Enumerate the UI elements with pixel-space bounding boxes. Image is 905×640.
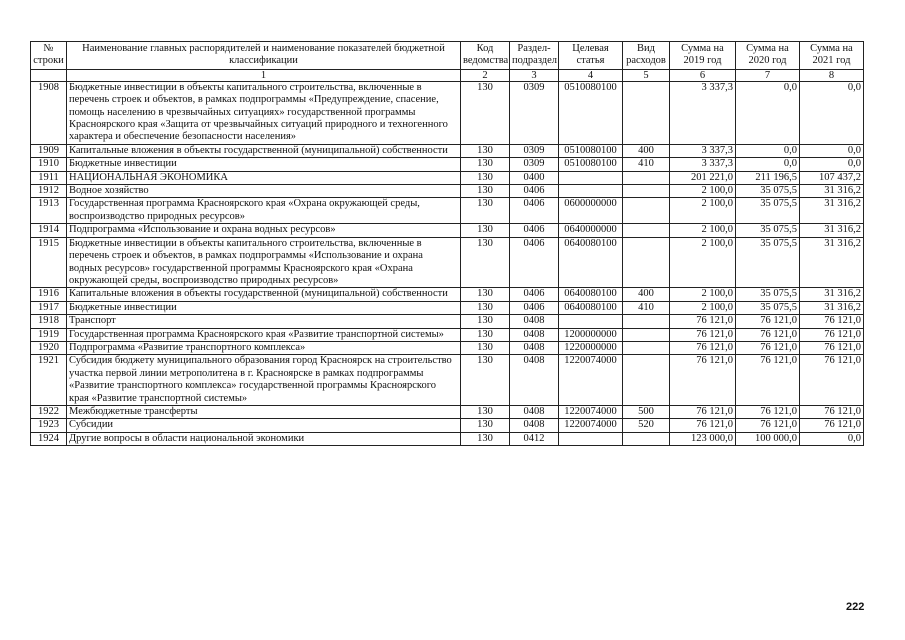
target-code: 1220074000 xyxy=(559,355,623,406)
target-code: 0510080100 xyxy=(559,144,623,157)
table-row xyxy=(31,301,864,314)
column-number: 1 xyxy=(67,69,461,81)
sum-2019: 76 121,0 xyxy=(670,315,736,328)
target-code: 1200000000 xyxy=(559,328,623,341)
sum-2019: 3 337,3 xyxy=(670,81,736,144)
section-code: 0309 xyxy=(510,81,559,144)
expense-code xyxy=(623,328,670,341)
row-name: Субсидии xyxy=(67,419,461,432)
row-name: Межбюджетные трансферты xyxy=(67,405,461,418)
section-code: 0406 xyxy=(510,224,559,237)
target-code xyxy=(559,315,623,328)
dept-code: 130 xyxy=(461,237,510,288)
row-number: 1909 xyxy=(31,144,67,157)
table-row xyxy=(31,288,864,301)
header-target: Целевая статья xyxy=(559,42,623,70)
target-code: 1220074000 xyxy=(559,419,623,432)
dept-code: 130 xyxy=(461,315,510,328)
dept-code: 130 xyxy=(461,405,510,418)
sum-2019: 76 121,0 xyxy=(670,405,736,418)
dept-code: 130 xyxy=(461,144,510,157)
sum-2020: 35 075,5 xyxy=(736,198,800,224)
row-number: 1924 xyxy=(31,432,67,445)
expense-code xyxy=(623,198,670,224)
sum-2021: 76 121,0 xyxy=(800,405,864,418)
target-code: 1220074000 xyxy=(559,405,623,418)
dept-code: 130 xyxy=(461,432,510,445)
expense-code xyxy=(623,171,670,184)
row-name: Капитальные вложения в объекты государственной (муниципальной) собственности xyxy=(67,144,461,157)
section-code: 0309 xyxy=(510,158,559,171)
row-number: 1917 xyxy=(31,301,67,314)
target-code: 0640080100 xyxy=(559,288,623,301)
dept-code: 130 xyxy=(461,158,510,171)
sum-2020: 0,0 xyxy=(736,81,800,144)
sum-2021: 0,0 xyxy=(800,158,864,171)
row-name: Капитальные вложения в объекты государственной (муниципальной) собственности xyxy=(67,288,461,301)
target-code: 0510080100 xyxy=(559,81,623,144)
sum-2021: 107 437,2 xyxy=(800,171,864,184)
section-code: 0406 xyxy=(510,288,559,301)
section-code: 0412 xyxy=(510,432,559,445)
dept-code: 130 xyxy=(461,198,510,224)
table-row xyxy=(31,81,864,144)
sum-2021: 31 316,2 xyxy=(800,224,864,237)
section-code: 0408 xyxy=(510,341,559,354)
row-number: 1913 xyxy=(31,198,67,224)
target-code: 0640080100 xyxy=(559,237,623,288)
sum-2019: 2 100,0 xyxy=(670,288,736,301)
row-name: Подпрограмма «Развитие транспортного комплекса» xyxy=(67,341,461,354)
sum-2020: 76 121,0 xyxy=(736,315,800,328)
column-number: 3 xyxy=(510,69,559,81)
target-code: 0640080100 xyxy=(559,301,623,314)
sum-2019: 76 121,0 xyxy=(670,419,736,432)
sum-2021: 31 316,2 xyxy=(800,288,864,301)
sum-2020: 35 075,5 xyxy=(736,288,800,301)
dept-code: 130 xyxy=(461,288,510,301)
sum-2019: 123 000,0 xyxy=(670,432,736,445)
expense-code xyxy=(623,432,670,445)
row-number: 1920 xyxy=(31,341,67,354)
column-number-blank xyxy=(31,69,67,81)
row-name: Субсидия бюджету муниципального образования город Красноярск на строительство участка первой линии метрополитена в г. Красноярске в рамках подпрограммы «Развитие транспортного комплекса» государственной программы Красноярского края «Развитие транспортной системы» xyxy=(67,355,461,406)
sum-2020: 76 121,0 xyxy=(736,328,800,341)
sum-2019: 2 100,0 xyxy=(670,224,736,237)
dept-code: 130 xyxy=(461,301,510,314)
dept-code: 130 xyxy=(461,341,510,354)
sum-2021: 31 316,2 xyxy=(800,301,864,314)
header-dept: Код ведомства xyxy=(461,42,510,70)
section-code: 0400 xyxy=(510,171,559,184)
sum-2020: 35 075,5 xyxy=(736,185,800,198)
header-section: Раздел-подраздел xyxy=(510,42,559,70)
expense-code xyxy=(623,185,670,198)
column-number: 5 xyxy=(623,69,670,81)
header-expense: Вид расходов xyxy=(623,42,670,70)
header-sum-2020: Сумма на 2020 год xyxy=(736,42,800,70)
sum-2020: 35 075,5 xyxy=(736,237,800,288)
expense-code xyxy=(623,355,670,406)
row-number: 1911 xyxy=(31,171,67,184)
section-code: 0408 xyxy=(510,419,559,432)
row-number: 1918 xyxy=(31,315,67,328)
sum-2019: 3 337,3 xyxy=(670,158,736,171)
sum-2021: 31 316,2 xyxy=(800,198,864,224)
section-code: 0406 xyxy=(510,301,559,314)
table-row xyxy=(31,315,864,328)
dept-code: 130 xyxy=(461,224,510,237)
expense-code xyxy=(623,224,670,237)
column-number: 8 xyxy=(800,69,864,81)
section-code: 0408 xyxy=(510,315,559,328)
section-code: 0406 xyxy=(510,185,559,198)
header-row-no: № строки xyxy=(31,42,67,70)
table-row xyxy=(31,224,864,237)
sum-2019: 2 100,0 xyxy=(670,198,736,224)
sum-2021: 0,0 xyxy=(800,81,864,144)
table-row xyxy=(31,171,864,184)
expense-code: 500 xyxy=(623,405,670,418)
target-code xyxy=(559,432,623,445)
row-name: Водное хозяйство xyxy=(67,185,461,198)
sum-2021: 76 121,0 xyxy=(800,341,864,354)
sum-2021: 76 121,0 xyxy=(800,315,864,328)
row-name: Бюджетные инвестиции в объекты капитального строительства, включенные в перечень строек и объектов, в рамках подпрограммы «Предупреждение, спасение, помощь населению в чрезвычайных ситуациях» государственной программы Красноярского края «Защита от чрезвычайных ситуаций природного и техногенного характера и обеспечение безопасности населения» xyxy=(67,81,461,144)
target-code: 0510080100 xyxy=(559,158,623,171)
table-row xyxy=(31,328,864,341)
sum-2020: 0,0 xyxy=(736,144,800,157)
sum-2021: 76 121,0 xyxy=(800,419,864,432)
row-number: 1910 xyxy=(31,158,67,171)
expense-code: 400 xyxy=(623,144,670,157)
sum-2020: 0,0 xyxy=(736,158,800,171)
target-code xyxy=(559,171,623,184)
header-sum-2019: Сумма на 2019 год xyxy=(670,42,736,70)
sum-2019: 2 100,0 xyxy=(670,301,736,314)
table-row xyxy=(31,405,864,418)
section-code: 0309 xyxy=(510,144,559,157)
sum-2019: 76 121,0 xyxy=(670,328,736,341)
column-number: 2 xyxy=(461,69,510,81)
section-code: 0408 xyxy=(510,405,559,418)
sum-2021: 31 316,2 xyxy=(800,185,864,198)
sum-2021: 31 316,2 xyxy=(800,237,864,288)
expense-code xyxy=(623,341,670,354)
target-code: 0640000000 xyxy=(559,224,623,237)
section-code: 0406 xyxy=(510,237,559,288)
budget-table xyxy=(30,41,864,446)
column-number: 7 xyxy=(736,69,800,81)
expense-code: 410 xyxy=(623,301,670,314)
table-row xyxy=(31,341,864,354)
table-row xyxy=(31,198,864,224)
row-number: 1915 xyxy=(31,237,67,288)
dept-code: 130 xyxy=(461,81,510,144)
row-name: Бюджетные инвестиции xyxy=(67,301,461,314)
sum-2020: 100 000,0 xyxy=(736,432,800,445)
row-number: 1914 xyxy=(31,224,67,237)
table-row xyxy=(31,432,864,445)
table-row xyxy=(31,158,864,171)
sum-2019: 3 337,3 xyxy=(670,144,736,157)
dept-code: 130 xyxy=(461,355,510,406)
sum-2021: 0,0 xyxy=(800,432,864,445)
expense-code: 520 xyxy=(623,419,670,432)
row-number: 1919 xyxy=(31,328,67,341)
dept-code: 130 xyxy=(461,328,510,341)
row-name: Бюджетные инвестиции в объекты капитального строительства, включенные в перечень строек и объектов, в рамках подпрограммы «Использование и охрана водных ресурсов» государственной программы Красноярского края «Охрана окружающей среды, воспроизводство природных ресурсов» xyxy=(67,237,461,288)
sum-2021: 76 121,0 xyxy=(800,328,864,341)
page-number: 222 xyxy=(846,601,865,613)
target-code xyxy=(559,185,623,198)
sum-2020: 76 121,0 xyxy=(736,341,800,354)
header-sum-2021: Сумма на 2021 год xyxy=(800,42,864,70)
section-code: 0408 xyxy=(510,355,559,406)
sum-2019: 2 100,0 xyxy=(670,185,736,198)
row-number: 1921 xyxy=(31,355,67,406)
header-name: Наименование главных распорядителей и наименование показателей бюджетной классификации xyxy=(67,42,461,70)
sum-2019: 76 121,0 xyxy=(670,355,736,406)
row-name: НАЦИОНАЛЬНАЯ ЭКОНОМИКА xyxy=(67,171,461,184)
sum-2019: 201 221,0 xyxy=(670,171,736,184)
column-number-row xyxy=(31,69,864,81)
header-row xyxy=(31,42,864,70)
sum-2021: 0,0 xyxy=(800,144,864,157)
sum-2020: 35 075,5 xyxy=(736,301,800,314)
table-row xyxy=(31,237,864,288)
target-code: 1220000000 xyxy=(559,341,623,354)
row-name: Государственная программа Красноярского края «Охрана окружающей среды, воспроизводство природных ресурсов» xyxy=(67,198,461,224)
table-row xyxy=(31,419,864,432)
expense-code: 400 xyxy=(623,288,670,301)
row-name: Государственная программа Красноярского края «Развитие транспортной системы» xyxy=(67,328,461,341)
sum-2020: 35 075,5 xyxy=(736,224,800,237)
section-code: 0406 xyxy=(510,198,559,224)
table-row xyxy=(31,144,864,157)
row-number: 1916 xyxy=(31,288,67,301)
dept-code: 130 xyxy=(461,185,510,198)
expense-code xyxy=(623,315,670,328)
table-row xyxy=(31,355,864,406)
row-name: Другие вопросы в области национальной экономики xyxy=(67,432,461,445)
sum-2020: 76 121,0 xyxy=(736,419,800,432)
row-name: Подпрограмма «Использование и охрана водных ресурсов» xyxy=(67,224,461,237)
row-name: Бюджетные инвестиции xyxy=(67,158,461,171)
target-code: 0600000000 xyxy=(559,198,623,224)
section-code: 0408 xyxy=(510,328,559,341)
sum-2019: 2 100,0 xyxy=(670,237,736,288)
column-number: 6 xyxy=(670,69,736,81)
sum-2021: 76 121,0 xyxy=(800,355,864,406)
row-number: 1908 xyxy=(31,81,67,144)
row-name: Транспорт xyxy=(67,315,461,328)
expense-code: 410 xyxy=(623,158,670,171)
sum-2020: 211 196,5 xyxy=(736,171,800,184)
row-number: 1912 xyxy=(31,185,67,198)
sum-2020: 76 121,0 xyxy=(736,355,800,406)
row-number: 1923 xyxy=(31,419,67,432)
column-number: 4 xyxy=(559,69,623,81)
sum-2019: 76 121,0 xyxy=(670,341,736,354)
table-row xyxy=(31,185,864,198)
dept-code: 130 xyxy=(461,171,510,184)
dept-code: 130 xyxy=(461,419,510,432)
row-number: 1922 xyxy=(31,405,67,418)
expense-code xyxy=(623,81,670,144)
expense-code xyxy=(623,237,670,288)
sum-2020: 76 121,0 xyxy=(736,405,800,418)
